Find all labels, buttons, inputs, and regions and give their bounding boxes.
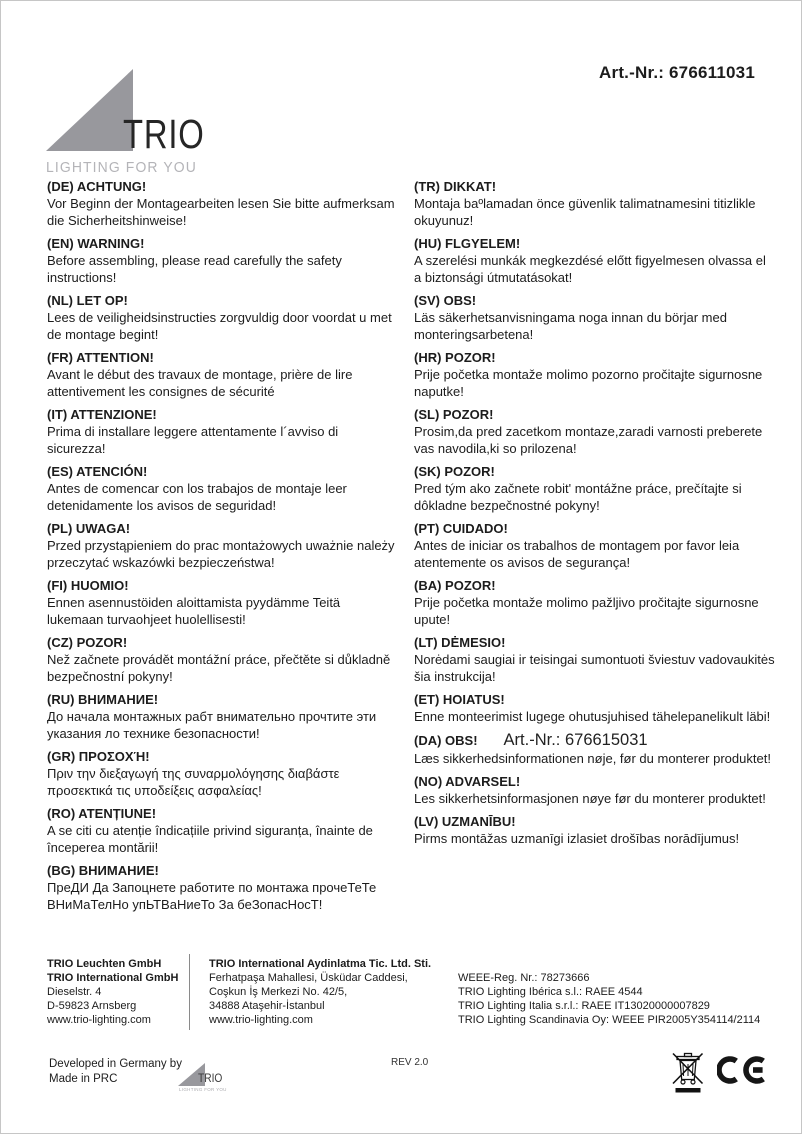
trio-logo xyxy=(46,67,261,179)
warning-heading: (BG) ВНИМАНИЕ! xyxy=(47,863,159,878)
warning-block-pt xyxy=(414,520,776,571)
warning-body: Prosim,da pred zacetkom montaze,zaradi varnosti preberete vas navodila,ki so prilozena! xyxy=(414,424,763,456)
logo-wordmark: TRIO xyxy=(198,1071,223,1085)
warning-block-et xyxy=(414,691,776,725)
warning-heading: (TR) DIKKAT! xyxy=(414,179,497,194)
article-number-secondary: Art.-Nr.: 676615031 xyxy=(503,731,648,749)
ce-mark-icon xyxy=(717,1055,771,1085)
warning-block-bg xyxy=(47,862,399,913)
warning-body: Lees de veiligheidsinstructies zorgvuldig door voordat u met de montage begint! xyxy=(47,310,392,342)
warning-block-sl xyxy=(414,406,776,457)
warning-heading: (GR) ΠΡΟΣΟΧΉ! xyxy=(47,749,150,764)
warning-body: Prije početka montaže molimo pažljivo pročitajte sigurnosne upute! xyxy=(414,595,759,627)
warning-heading: (LT) DĖMESIO! xyxy=(414,635,506,650)
warning-body: Prije početka montaže molimo pozorno pročitajte sigurnosne naputke! xyxy=(414,367,763,399)
warning-heading: (FR) ATTENTION! xyxy=(47,350,154,365)
warning-body: A se citi cu atenție îndicațiile privind siguranța, înainte de începerea montării! xyxy=(47,823,373,855)
company-name: TRIO Leuchten GmbH xyxy=(47,958,162,970)
warning-heading: (DE) ACHTUNG! xyxy=(47,179,147,194)
warning-heading: (PL) UWAGA! xyxy=(47,521,131,536)
warning-block-ba xyxy=(414,577,776,628)
warning-block-gr xyxy=(47,748,399,799)
warning-body: Antes de comencar con los trabajos de montaje leer detenidamente los avisos de seguridad! xyxy=(47,481,347,513)
origin-line: Made in PRC xyxy=(49,1073,118,1085)
article-number: Art.-Nr.: 676611031 xyxy=(599,63,755,82)
warning-body: Przed przystąpieniem do prac montażowych uważnie należy przeczytać wskazówki bezpieczeństwa! xyxy=(47,538,395,570)
warning-heading: (PT) CUIDADO! xyxy=(414,521,508,536)
warning-body: Ennen asennustöiden aloittamista pyydämme Teitä lukemaan turvaohjeet huolellisesti! xyxy=(47,595,341,627)
warning-body: Než začnete provádět montážní práce, přečtěte si důkladně bezpečnostní pokyny! xyxy=(47,652,391,684)
address-line: Coşkun İş Merkezi No. 42/5, xyxy=(209,986,348,998)
warning-block-nl xyxy=(47,292,399,343)
address-line: 34888 Ataşehir-İstanbul xyxy=(209,1000,325,1012)
warning-body: Les sikkerhetsinformasjonen nøye før du monterer produktet! xyxy=(414,791,766,806)
warning-heading: (BA) POZOR! xyxy=(414,578,496,593)
warning-heading: (DA) OBS! xyxy=(414,733,478,748)
warning-heading: (NL) LET OP! xyxy=(47,293,128,308)
warning-body: Antes de iniciar os trabalhos de montagem por favor leia atentemente os avisos de segurança! xyxy=(414,538,740,570)
warnings-column-left xyxy=(47,178,399,919)
address-line: Dieselstr. 4 xyxy=(47,986,102,998)
warning-block-de xyxy=(47,178,399,229)
warning-body: Prima di installare leggere attentamente l´avviso di sicurezza! xyxy=(47,424,339,456)
warning-body: Läs säkerhetsanvisningama noga innan du börjar med monteringsarbetena! xyxy=(414,310,727,342)
warning-body: ПреДИ Да Запоцнете работите по монтажа прочеТеТе ВНиМаТелНо упЬТВаНиеТо За беЗопасНосТ! xyxy=(47,880,377,912)
warning-body: Πριν την διεξαγωγή της συναρμολόγησης διαβάστε προσεκτικά τις υποδείξεις ασφαλείας! xyxy=(47,766,340,798)
warning-block-it xyxy=(47,406,399,457)
warning-block-sk xyxy=(414,463,776,514)
warning-heading: (SL) POZOR! xyxy=(414,407,494,422)
warning-body: Enne monteerimist lugege ohutusjuhised tähelepanelikult läbi! xyxy=(414,709,771,724)
logo-tagline: LIGHTING FOR YOU xyxy=(46,159,197,176)
footer-divider xyxy=(189,954,190,1030)
warning-block-sv xyxy=(414,292,776,343)
warning-heading: (ES) ATENCIÓN! xyxy=(47,464,148,479)
warning-heading: (EN) WARNING! xyxy=(47,236,145,251)
weee-reg-line: WEEE-Reg. Nr.: 78273666 xyxy=(458,972,590,984)
warning-heading: (RO) ATENȚIUNE! xyxy=(47,806,157,821)
warning-block-no xyxy=(414,773,776,807)
warning-body: Before assembling, please read carefully the safety instructions! xyxy=(47,253,342,285)
logo-triangle-icon xyxy=(46,69,133,151)
warning-heading: (HR) POZOR! xyxy=(414,350,496,365)
address-line: D-59823 Arnsberg xyxy=(47,1000,137,1012)
website-url: www.trio-lighting.com xyxy=(47,1014,151,1026)
warning-body: Pirms montāžas uzmanīgi izlasiet drošības norādījumus! xyxy=(414,831,740,846)
footer-weee-registrations xyxy=(458,971,760,1027)
logo-wordmark: TRIO xyxy=(123,111,205,157)
warning-block-cz xyxy=(47,634,399,685)
warning-heading: (IT) ATTENZIONE! xyxy=(47,407,157,422)
footer-company-turkey xyxy=(209,957,431,1027)
warning-block-fr xyxy=(47,349,399,400)
warning-block-ru xyxy=(47,691,399,742)
warning-body: Pred tým ako začnete robit' montážne práce, prečítajte si dôkladne bezpečnostné pokyny! xyxy=(414,481,742,513)
footer-company-germany xyxy=(47,957,178,1027)
warning-body: До начала монтажных рабт внимательно прочтите эти указания ло технике безопасности! xyxy=(47,709,377,741)
warning-block-da xyxy=(414,731,776,767)
warning-heading: (NO) ADVARSEL! xyxy=(414,774,521,789)
warning-body: Læs sikkerhedsinformationen nøje, før du monterer produktet! xyxy=(414,751,771,766)
warning-block-lv xyxy=(414,813,776,847)
trio-logo-small xyxy=(178,1063,230,1099)
warning-block-en xyxy=(47,235,399,286)
warning-block-pl xyxy=(47,520,399,571)
weee-reg-line: TRIO Lighting Italia s.r.l.: RAEE IT13020000007829 xyxy=(458,1000,710,1012)
warning-heading: (FI) HUOMIO! xyxy=(47,578,129,593)
warning-heading: (RU) ВНИМАНИЕ! xyxy=(47,692,159,707)
warning-block-es xyxy=(47,463,399,514)
warnings-column-right xyxy=(414,178,776,853)
weee-crossed-bin-icon xyxy=(672,1052,704,1094)
warning-block-lt xyxy=(414,634,776,685)
address-line: Ferhatpaşa Mahallesi, Üsküdar Caddesi, xyxy=(209,972,408,984)
origin-line: Developed in Germany by xyxy=(49,1058,182,1070)
warning-heading: (CZ) POZOR! xyxy=(47,635,128,650)
warning-block-hr xyxy=(414,349,776,400)
logo-tagline: LIGHTING FOR YOU xyxy=(179,1087,227,1092)
website-url: www.trio-lighting.com xyxy=(209,1014,313,1026)
warning-body: Vor Beginn der Montagearbeiten lesen Sie bitte aufmerksam die Sicherheitshinweise! xyxy=(47,196,395,228)
warning-body: Norėdami saugiai ir teisingai sumontuoti šviestuv vadovaukitės šia instrukcija! xyxy=(414,652,775,684)
warning-body: A szerelési munkák megkezdésé előtt figyelmesen olvassa el a biztonsági útmutatásokat! xyxy=(414,253,766,285)
warning-body: Avant le début des travaux de montage, prière de lire attentivement les consignes de sécurité xyxy=(47,367,353,399)
company-name: TRIO International Aydinlatma Tic. Ltd. Sti. xyxy=(209,958,432,970)
origin-statement xyxy=(49,1057,182,1087)
revision-label: REV 2.0 xyxy=(391,1057,429,1068)
warning-block-fi xyxy=(47,577,399,628)
company-name: TRIO International GmbH xyxy=(47,972,179,984)
warning-block-hu xyxy=(414,235,776,286)
warning-body: Montaja baºlamadan önce güvenlik talimatnamesini titizlikle okuyunuz! xyxy=(414,196,756,228)
warning-heading: (HU) FLGYELEM! xyxy=(414,236,521,251)
warning-heading: (LV) UZMANĪBU! xyxy=(414,814,516,829)
weee-reg-line: TRIO Lighting Ibérica s.l.: RAEE 4544 xyxy=(458,986,643,998)
warning-block-ro xyxy=(47,805,399,856)
weee-reg-line: TRIO Lighting Scandinavia Oy: WEEE PIR2005Y354114/2114 xyxy=(458,1014,761,1026)
warning-heading: (SK) POZOR! xyxy=(414,464,495,479)
warning-heading: (ET) HOIATUS! xyxy=(414,692,505,707)
warning-heading: (SV) OBS! xyxy=(414,293,477,308)
warning-block-tr xyxy=(414,178,776,229)
